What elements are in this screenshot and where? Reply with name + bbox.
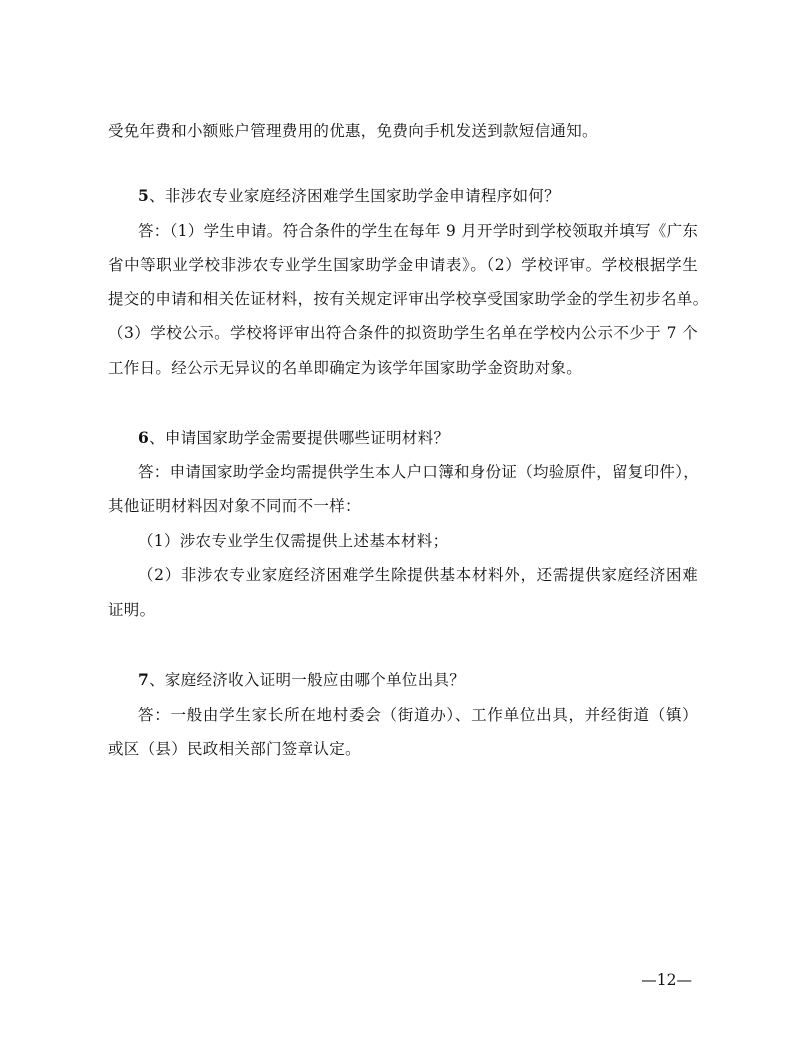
answer-6-item-1: （1）涉农专业学生仅需提供上述基本材料； [138, 532, 449, 550]
continued-paragraph: 受免年费和小额账户管理费用的优惠，免费向手机发送到款短信通知。 [108, 122, 598, 140]
answer-7-line-1: 答：一般由学生家长所在地村委会（街道办）、工作单位出具，并经街道（镇） [138, 706, 698, 724]
question-6-heading [138, 428, 728, 448]
answer-6-line-2: 其他证明材料因对象不同而不一样： [108, 497, 361, 515]
answer-6-line-1: 答：申请国家助学金均需提供学生本人户口簿和身份证（均验原件，留复印件）， [138, 463, 700, 481]
answer-7-line-2: 或区（县）民政相关部门签章认定。 [108, 740, 361, 758]
answer-5-line-2: 省中等职业学校非涉农专业学生国家助学金申请表》。（2）学校评审。学校根据学生 [108, 256, 698, 274]
answer-6-item-2-cont: 证明。 [108, 601, 156, 619]
question-7-heading [138, 670, 728, 690]
answer-5-line-3: 提交的申请和相关佐证材料，按有关规定评审出学校享受国家助学金的学生初步名单。 [108, 290, 709, 308]
question-6-number: 6 [138, 428, 150, 447]
answer-6-item-2: （2）非涉农专业家庭经济困难学生除提供基本材料外，还需提供家庭经济困难 [138, 566, 698, 584]
page-number: —12— [641, 971, 692, 989]
answer-5-line-1: 答：（1）学生申请。符合条件的学生在每年 9 月开学时到学校领取并填写《广东 [138, 222, 699, 240]
question-7-text: 、家庭经济收入证明一般应由哪个单位出具？ [149, 671, 466, 689]
question-7-number: 7 [138, 670, 150, 689]
question-5-number: 5 [138, 186, 150, 205]
answer-5-line-5: 工作日。经公示无异议的名单即确定为该学年国家助学金资助对象。 [108, 359, 583, 377]
question-5-text: 、非涉农专业家庭经济困难学生国家助学金申请程序如何？ [149, 187, 560, 205]
answer-5-line-4: （3）学校公示。学校将评审出符合条件的拟资助学生名单在学校内公示不少于 7 个 [108, 324, 698, 342]
question-5-heading [138, 186, 728, 206]
question-6-text: 、申请国家助学金需要提供哪些证明材料？ [149, 429, 450, 447]
